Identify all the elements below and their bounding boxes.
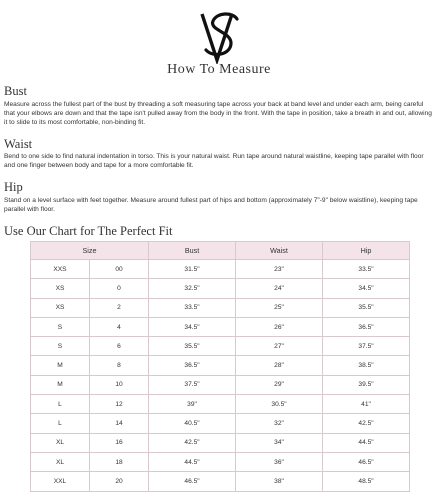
hip-instructions: Stand on a level surface with feet together. Measure around fullest part of hips and bottom (approximately 7"-9" below waistline), keeping tape parallel with floor.: [4, 197, 418, 214]
cell-bust: 33.5": [149, 298, 236, 317]
cell-bust: 44.5": [149, 452, 236, 471]
cell-size-letter: M: [31, 356, 90, 375]
cell-waist: 32": [236, 414, 323, 433]
table-row: [31, 395, 410, 414]
cell-waist: 23": [236, 260, 323, 279]
bust-title: Bust: [4, 84, 27, 98]
cell-size-letter: XS: [31, 298, 90, 317]
cell-bust: 32.5": [149, 279, 236, 298]
cell-hip: 44.5": [323, 433, 410, 452]
cell-waist: 26": [236, 317, 323, 336]
cell-bust: 35.5": [149, 337, 236, 356]
cell-size-letter: M: [31, 375, 90, 394]
page-title: How To Measure: [167, 62, 271, 77]
cell-size-number: 4: [90, 317, 149, 336]
cell-waist: 29": [236, 375, 323, 394]
header-size: Size: [31, 242, 149, 260]
cell-bust: 31.5": [149, 260, 236, 279]
header-hip: Hip: [323, 242, 410, 260]
cell-size-number: 00: [90, 260, 149, 279]
header-bust: Bust: [149, 242, 236, 260]
chart-title: Use Our Chart for The Perfect Fit: [4, 224, 173, 238]
cell-hip: 41": [323, 395, 410, 414]
cell-waist: 36": [236, 452, 323, 471]
table-header-row: [31, 242, 410, 260]
hip-title: Hip: [4, 180, 23, 194]
cell-hip: 46.5": [323, 452, 410, 471]
table-row: [31, 279, 410, 298]
cell-size-letter: XL: [31, 433, 90, 452]
table-row: [31, 414, 410, 433]
cell-size-letter: XS: [31, 279, 90, 298]
cell-size-number: 10: [90, 375, 149, 394]
cell-size-letter: XXS: [31, 260, 90, 279]
cell-size-letter: XXL: [31, 472, 90, 491]
cell-hip: 34.5": [323, 279, 410, 298]
cell-waist: 28": [236, 356, 323, 375]
cell-hip: 42.5": [323, 414, 410, 433]
table-row: [31, 472, 410, 491]
header-waist: Waist: [236, 242, 323, 260]
cell-size-number: 12: [90, 395, 149, 414]
cell-hip: 35.5": [323, 298, 410, 317]
vs-monogram-logo: [197, 10, 243, 64]
cell-bust: 36.5": [149, 356, 236, 375]
cell-size-letter: S: [31, 317, 90, 336]
size-chart-table: [30, 241, 410, 492]
cell-size-number: 8: [90, 356, 149, 375]
cell-bust: 46.5": [149, 472, 236, 491]
cell-waist: 34": [236, 433, 323, 452]
cell-waist: 30.5": [236, 395, 323, 414]
cell-hip: 36.5": [323, 317, 410, 336]
cell-bust: 42.5": [149, 433, 236, 452]
cell-bust: 37.5": [149, 375, 236, 394]
table-row: [31, 337, 410, 356]
cell-waist: 25": [236, 298, 323, 317]
cell-size-number: 14: [90, 414, 149, 433]
cell-hip: 37.5": [323, 337, 410, 356]
cell-size-number: 16: [90, 433, 149, 452]
cell-size-letter: XL: [31, 452, 90, 471]
cell-size-number: 6: [90, 337, 149, 356]
cell-size-letter: S: [31, 337, 90, 356]
cell-hip: 38.5": [323, 356, 410, 375]
cell-waist: 27": [236, 337, 323, 356]
cell-bust: 39": [149, 395, 236, 414]
cell-waist: 38": [236, 472, 323, 491]
cell-size-letter: L: [31, 395, 90, 414]
table-row: [31, 452, 410, 471]
cell-size-letter: L: [31, 414, 90, 433]
table-row: [31, 375, 410, 394]
table-row: [31, 317, 410, 336]
waist-instructions: Bend to one side to find natural indentation in torso. This is your natural waist. Run tape around natural waistline, keeping tape parallel with floor and one finger between body and tape for a more comfortable fit.: [4, 153, 424, 170]
cell-hip: 48.5": [323, 472, 410, 491]
cell-hip: 39.5": [323, 375, 410, 394]
table-row: [31, 356, 410, 375]
cell-size-number: 20: [90, 472, 149, 491]
table-row: [31, 298, 410, 317]
cell-hip: 33.5": [323, 260, 410, 279]
waist-title: Waist: [4, 137, 33, 151]
cell-bust: 34.5": [149, 317, 236, 336]
table-row: [31, 260, 410, 279]
cell-size-number: 2: [90, 298, 149, 317]
bust-instructions: Measure across the fullest part of the bust by threading a soft measuring tape across your back at band level and under each arm, being careful that your elbows are down and that the tape isn't pulled away from the body in the front. With the tape in position, take a breath in and out, allowing it to slide to its most comfortable, non-binding fit.: [4, 101, 432, 127]
cell-size-number: 18: [90, 452, 149, 471]
cell-size-number: 0: [90, 279, 149, 298]
cell-bust: 40.5": [149, 414, 236, 433]
table-row: [31, 433, 410, 452]
cell-waist: 24": [236, 279, 323, 298]
